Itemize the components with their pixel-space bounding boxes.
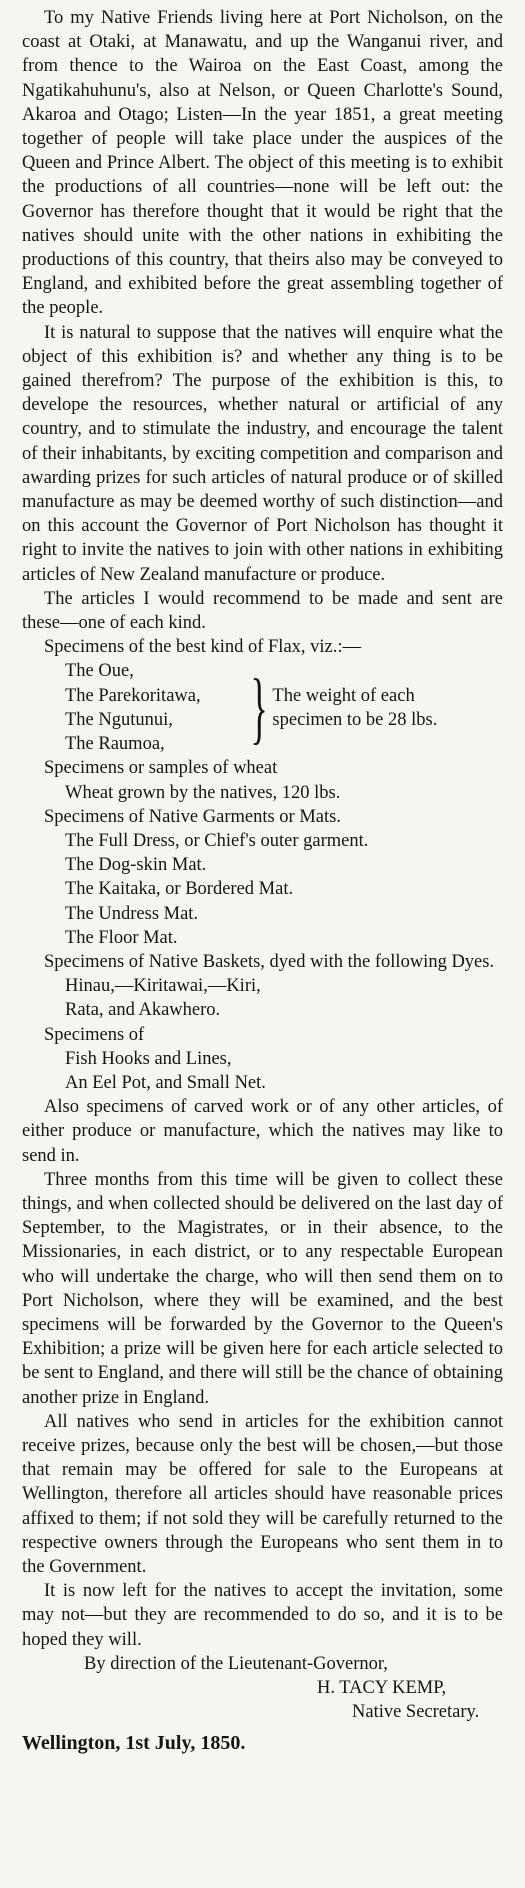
baskets-heading: Specimens of Native Baskets, dyed with the following Dyes. [44, 951, 495, 972]
dyes-line: Hinau,—Kiritawai,—Kiri, [65, 976, 261, 997]
garment-item: The Kaitaka, or Bordered Mat. [65, 879, 294, 900]
wheat-detail: Wheat grown by the natives, 120 lbs. [65, 782, 341, 803]
garment-item: The Undress Mat. [65, 903, 199, 924]
signature-name: H. TACY KEMP, [317, 1678, 447, 1699]
signature-title: Native Secretary. [352, 1702, 480, 1723]
intro-paragraph: To my Native Friends living here at Port Nicholson, on the coast at Otaki, at Manawatu, and up the Wanganui river, and from thence to the Wairoa on the East Coast, among the Ngatikahuhunu's, also at Nelson, or Queen Charlotte's Sound, Akaroa and Otago; Listen—In the year 1851, a great meeting together of people will take place under the auspices of the Queen and Prince Albert. The object of this meeting is to exhibit the productions of all countries—none will be left out: the Governor has therefore thought that it would be right that the natives should unite with the other nations in exhibiting the productions of this country, that theirs also may be conveyed to England, and exhibited before the great assembling together of the people. [22, 8, 503, 319]
fishing-item: Fish Hooks and Lines, [65, 1048, 232, 1069]
flax-varieties-list [65, 659, 250, 756]
wheat-heading: Specimens or samples of wheat [44, 758, 278, 779]
flax-weight-note: The weight of each specimen to be 28 lbs. [272, 685, 438, 730]
flax-heading: Specimens of the best kind of Flax, viz.:— [44, 637, 362, 658]
curly-brace: } [250, 663, 268, 752]
dateline: Wellington, 1st July, 1850. [22, 1732, 246, 1755]
garment-item: The Full Dress, or Chief's outer garment. [65, 830, 369, 851]
fishing-heading: Specimens of [44, 1024, 145, 1045]
garment-item: The Dog-skin Mat. [65, 855, 207, 876]
prizes-paragraph: All natives who send in articles for the exhibition cannot receive prizes, because only the best will be chosen,—but those that remain may be offered for sale to the Europeans at Wellington, therefore all articles should have reasonable prices affixed to them; if not sold they will be carefully returned to the respective owners through the Europeans who sent them in to the Government. [22, 1411, 503, 1577]
purpose-paragraph: It is natural to suppose that the natives will enquire what the object of this exhibition is? and whether any thing is to be gained therefrom? The purpose of the exhibition is this, to develope the resources, whether natural or artificial of any country, and to stimulate the industry, and encourage the talent of their inhabitants, by exciting competition and comparison and awarding prizes for such articles of natural produce or of skilled manufacture as may be deemed worthy of such distinction—and on this account the Governor of Port Nicholson has thought it right to invite the natives to join with other nations in exhibiting articles of New Zealand manufacture or produce. [22, 322, 503, 585]
fishing-item: An Eel Pot, and Small Net. [65, 1072, 266, 1093]
flax-variety: The Oue, [65, 661, 134, 682]
flax-variety: The Ngutunui, [65, 709, 173, 730]
flax-variety: The Raumoa, [65, 734, 165, 755]
dyes-line: Rata, and Akawhero. [65, 1000, 221, 1021]
collection-paragraph: Three months from this time will be given to collect these things, and when collected should be delivered on the last day of September, to the Magistrates, or in their absence, to the Missionaries, in each district, or to any respectable European who will undertake the charge, who will then send them on to Port Nicholson, where they will be examined, and the best specimens will be forwarded by the Governor to the Queen's Exhibition; a prize will be given here for each article selected to be sent to England, and there will still be the chance of obtaining another prize in England. [22, 1169, 503, 1408]
flax-variety: The Parekoritawa, [65, 685, 201, 706]
signature-direction: By direction of the Lieutenant-Governor, [84, 1653, 388, 1674]
flax-varieties-group [65, 659, 503, 756]
invitation-paragraph: It is now left for the natives to accept the invitation, some may not—but they are recommended to do so, and it is to be hoped they will. [22, 1581, 503, 1650]
garments-heading: Specimens of Native Garments or Mats. [44, 806, 341, 827]
carved-work-paragraph: Also specimens of carved work or of any other articles, of either produce or manufacture, which the natives may like to send in. [22, 1097, 503, 1166]
garment-item: The Floor Mat. [65, 927, 178, 948]
articles-intro-paragraph: The articles I would recommend to be made and sent are these—one of each kind. [22, 588, 503, 634]
